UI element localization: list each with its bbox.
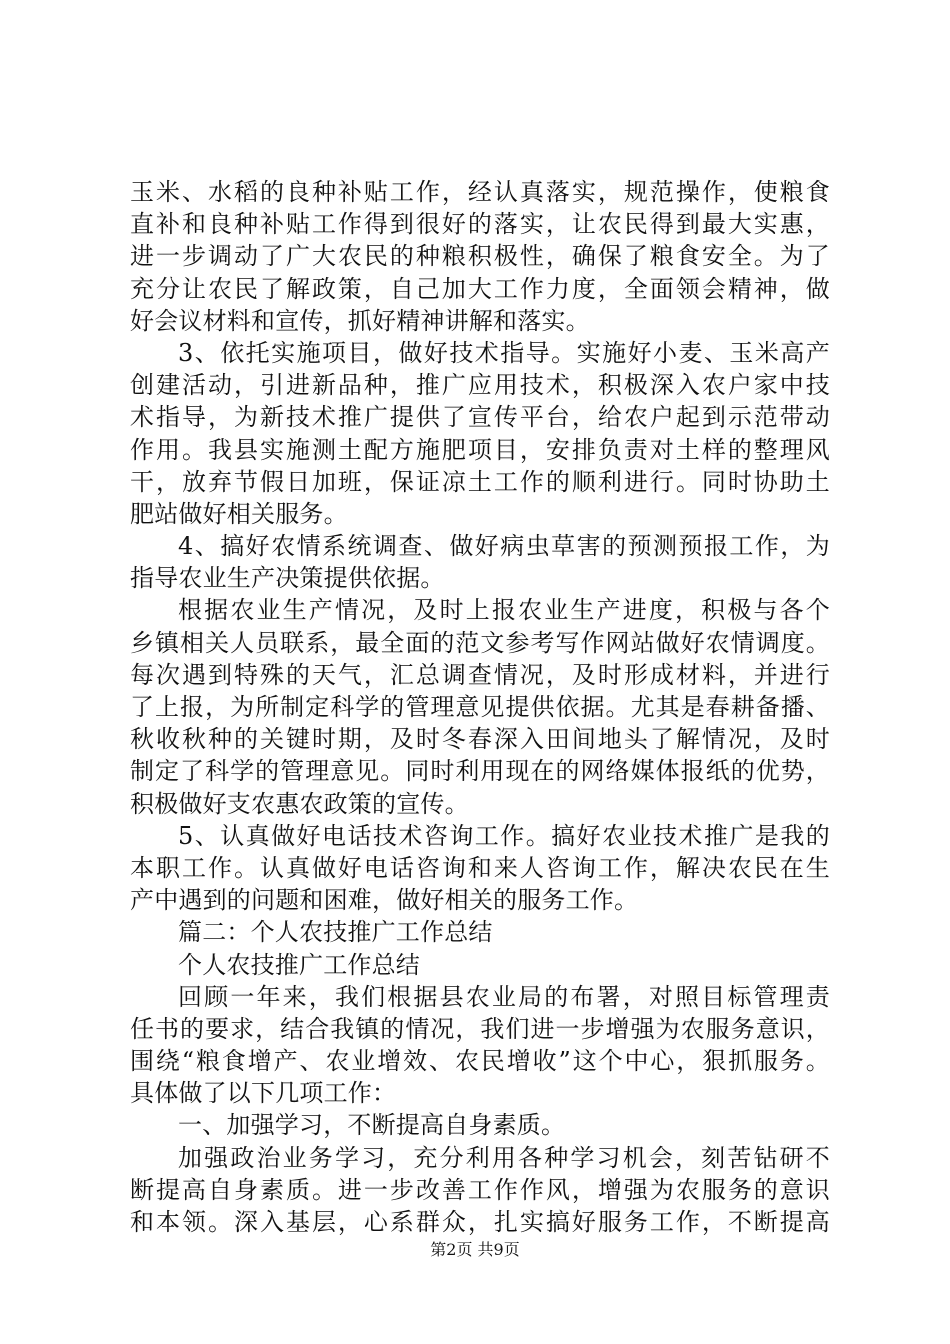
text-line: 指导农业生产决策提供依据。	[130, 564, 445, 593]
text-line: 5、认真做好电话技术咨询工作。搞好农业技术推广是我的	[178, 821, 830, 850]
text-line: 回顾一年来，我们根据县农业局的布署，对照目标管理责	[178, 982, 830, 1011]
text-line: 加强政治业务学习，充分利用各种学习机会，刻苦钻研不	[178, 1143, 830, 1172]
text-line: 创建活动，引进新品种，推广应用技术，积极深入农户家中技	[130, 371, 830, 400]
text-line: 围绕“粮食增产、农业增效、农民增收”这个中心，狠抓服务。	[130, 1047, 830, 1076]
text-line: 个人农技推广工作总结	[178, 950, 420, 979]
text-line: 作用。我县实施测土配方施肥项目，安排负责对土样的整理风	[130, 435, 830, 464]
text-line: 术指导，为新技术推广提供了宣传平台，给农户起到示范带动	[130, 403, 830, 432]
text-line: 任书的要求，结合我镇的情况，我们进一步增强为农服务意识，	[130, 1014, 830, 1043]
text-line: 肥站做好相关服务。	[130, 499, 348, 528]
text-line: 秋收秋种的关键时期，及时冬春深入田间地头了解情况，及时	[130, 725, 830, 754]
text-line: 根据农业生产情况，及时上报农业生产进度，积极与各个	[178, 596, 830, 625]
text-line: 和本领。深入基层，心系群众，扎实搞好服务工作，不断提高	[130, 1208, 830, 1236]
text-line: 4、搞好农情系统调查、做好病虫草害的预测预报工作，为	[178, 532, 830, 561]
document-body	[130, 176, 830, 1238]
text-line: 充分让农民了解政策，自己加大工作力度，全面领会精神，做	[130, 274, 830, 303]
text-line: 进一步调动了广大农民的种粮积极性，确保了粮食安全。为了	[130, 242, 830, 271]
text-line: 积极做好支农惠农政策的宣传。	[130, 789, 469, 818]
text-line: 产中遇到的问题和困难，做好相关的服务工作。	[130, 886, 639, 915]
text-line: 好会议材料和宣传，抓好精神讲解和落实。	[130, 306, 590, 335]
text-line: 3、依托实施项目，做好技术指导。实施好小麦、玉米高产	[178, 338, 830, 367]
text-line: 了上报，为所制定科学的管理意见提供依据。尤其是春耕备播、	[130, 693, 830, 721]
text-line: 篇二：个人农技推广工作总结	[178, 918, 493, 947]
text-line: 乡镇相关人员联系，最全面的范文参考写作网站做好农情调度。	[130, 628, 830, 657]
text-line: 玉米、水稻的良种补贴工作，经认真落实，规范操作，使粮食	[130, 178, 830, 206]
text-line: 具体做了以下几项工作：	[130, 1079, 397, 1108]
page-footer: 第2页 共9页	[430, 1240, 520, 1259]
text-line: 一、加强学习，不断提高自身素质。	[178, 1111, 566, 1140]
text-line: 干，放弃节假日加班，保证凉土工作的顺利进行。同时协助土	[130, 467, 830, 496]
text-line: 本职工作。认真做好电话咨询和来人咨询工作，解决农民在生	[130, 853, 830, 882]
text-line: 每次遇到特殊的天气，汇总调查情况，及时形成材料，并进行	[130, 660, 830, 689]
text-line: 断提高自身素质。进一步改善工作作风，增强为农服务的意识	[130, 1175, 830, 1204]
text-line: 直补和良种补贴工作得到很好的落实，让农民得到最大实惠，	[130, 210, 830, 239]
text-line: 制定了科学的管理意见。同时利用现在的网络媒体报纸的优势，	[130, 757, 830, 786]
